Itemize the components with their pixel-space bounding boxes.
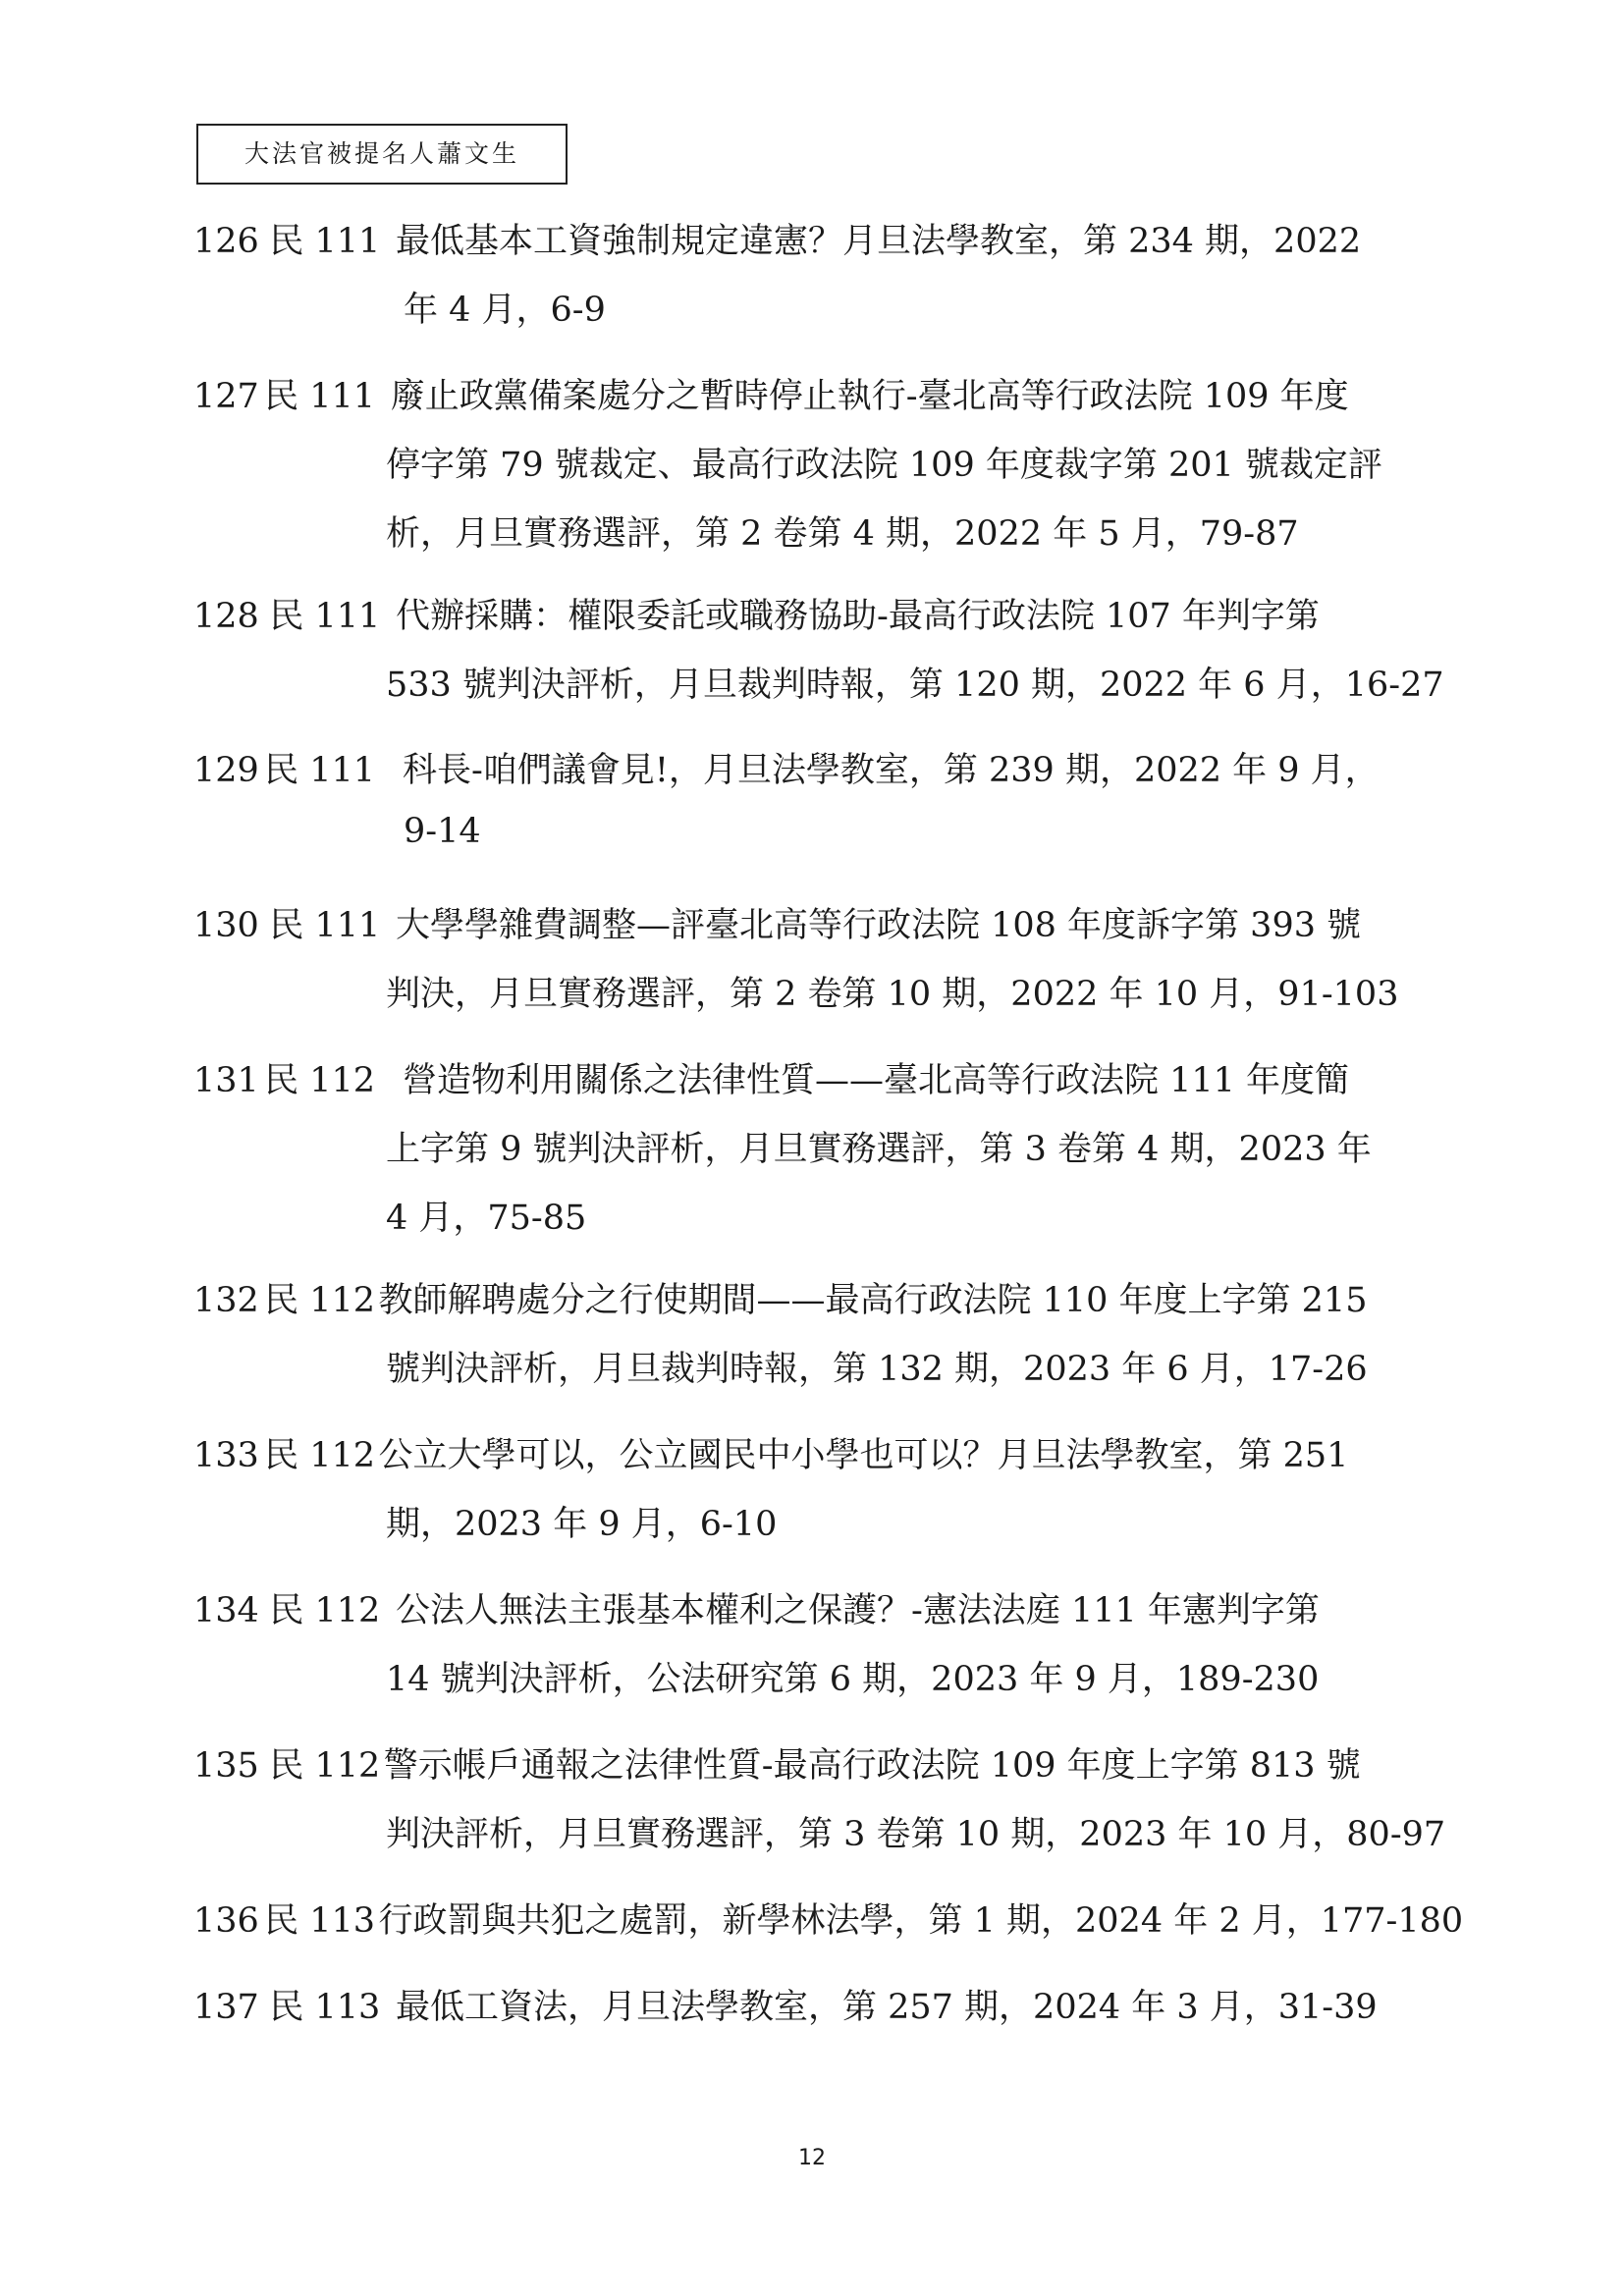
entry-number: 131 (193, 1061, 259, 1100)
entry-text-line: 營造物利用關係之法律性質——臺北高等行政法院 111 年度簡 (403, 1061, 1350, 1100)
entry-year: 民 113 (264, 1901, 375, 1941)
entry-first-line (193, 1583, 1320, 1632)
entry-number: 136 (193, 1901, 259, 1941)
entry-continuation-line: 判決，月旦實務選評，第 2 卷第 10 期，2022 年 10 月，91-103 (386, 975, 1399, 1014)
entry-continuation-line: 析，月旦實務選評，第 2 卷第 4 期，2022 年 5 月，79-87 (386, 514, 1299, 554)
entry-first-line (193, 1980, 1378, 2029)
entry-number: 135 (193, 1746, 259, 1786)
page-number: 12 (798, 2146, 826, 2170)
entry-continuation-line: 號判決評析，月旦裁判時報，第 132 期，2023 年 6 月，17-26 (386, 1350, 1368, 1389)
entry-year: 民 111 (269, 222, 381, 261)
entry-first-line (193, 589, 1320, 638)
entry-year: 民 111 (269, 906, 381, 945)
entry-text-line: 警示帳戶通報之法律性質-最高行政法院 109 年度上字第 813 號 (383, 1746, 1361, 1786)
entry-year: 民 112 (269, 1591, 381, 1630)
entry-number: 133 (193, 1436, 259, 1475)
entry-year: 民 112 (264, 1281, 375, 1320)
entry-continuation-line: 年 4 月，6-9 (404, 291, 606, 330)
entry-continuation-line: 533 號判決評析，月旦裁判時報，第 120 期，2022 年 6 月，16-27 (386, 666, 1444, 705)
entry-number: 129 (193, 751, 259, 790)
entry-first-line (193, 743, 1380, 792)
entry-year: 民 113 (269, 1988, 381, 2027)
entry-text-line: 代辦採購：權限委託或職務協助-最高行政法院 107 年判字第 (396, 597, 1320, 636)
entry-number: 127 (193, 377, 259, 416)
entry-year: 民 111 (269, 597, 381, 636)
entry-continuation-line: 9-14 (404, 812, 481, 851)
entry-first-line (193, 214, 1361, 263)
entry-year: 民 111 (264, 377, 375, 416)
entry-continuation-line: 期，2023 年 9 月，6-10 (386, 1505, 778, 1544)
entry-text-line: 廢止政黨備案處分之暫時停止執行-臺北高等行政法院 109 年度 (390, 377, 1349, 416)
entry-text-line: 教師解聘處分之行使期間——最高行政法院 110 年度上字第 215 (378, 1281, 1368, 1320)
entry-year: 民 112 (264, 1061, 375, 1100)
entry-continuation-line: 14 號判決評析，公法研究第 6 期，2023 年 9 月，189-230 (386, 1660, 1320, 1699)
entry-year: 民 112 (264, 1436, 375, 1475)
entry-text-line: 最低工資法，月旦法學教室，第 257 期，2024 年 3 月，31-39 (396, 1988, 1378, 2027)
entry-first-line (193, 1053, 1349, 1102)
entry-number: 130 (193, 906, 259, 945)
entry-number: 126 (193, 222, 259, 261)
entry-text-line: 公立大學可以，公立國民中小學也可以？月旦法學教室，第 251 (378, 1436, 1349, 1475)
entry-first-line (193, 1738, 1361, 1788)
entry-first-line (193, 369, 1349, 418)
entry-first-line (193, 1428, 1348, 1477)
entry-continuation-line: 判決評析，月旦實務選評，第 3 卷第 10 期，2023 年 10 月，80-97 (386, 1815, 1446, 1854)
entry-number: 137 (193, 1988, 259, 2027)
entry-text-line: 科長-咱們議會見!，月旦法學教室，第 239 期，2022 年 9 月， (403, 751, 1380, 790)
entry-text-line: 大學學雜費調整—評臺北高等行政法院 108 年度訴字第 393 號 (396, 906, 1362, 945)
entry-number: 128 (193, 597, 259, 636)
entry-number: 132 (193, 1281, 259, 1320)
entry-first-line (193, 1273, 1368, 1322)
entry-number: 134 (193, 1591, 259, 1630)
entry-first-line (193, 898, 1361, 947)
entry-year: 民 111 (264, 751, 375, 790)
entry-first-line (193, 1894, 1463, 1943)
entry-continuation-line: 4 月，75-85 (386, 1199, 587, 1238)
entry-text-line: 行政罰與共犯之處罰，新學林法學，第 1 期，2024 年 2 月，177-180 (378, 1901, 1464, 1941)
entry-text-line: 最低基本工資強制規定違憲？月旦法學教室，第 234 期，2022 (396, 222, 1362, 261)
entry-continuation-line: 停字第 79 號裁定、最高行政法院 109 年度裁字第 201 號裁定評 (386, 446, 1382, 485)
entry-year: 民 112 (269, 1746, 381, 1786)
entry-text-line: 公法人無法主張基本權利之保護？-憲法法庭 111 年憲判字第 (396, 1591, 1320, 1630)
nominee-header-box: 大法官被提名人蕭文生 (196, 124, 568, 185)
entry-continuation-line: 上字第 9 號判決評析，月旦實務選評，第 3 卷第 4 期，2023 年 (386, 1130, 1372, 1169)
